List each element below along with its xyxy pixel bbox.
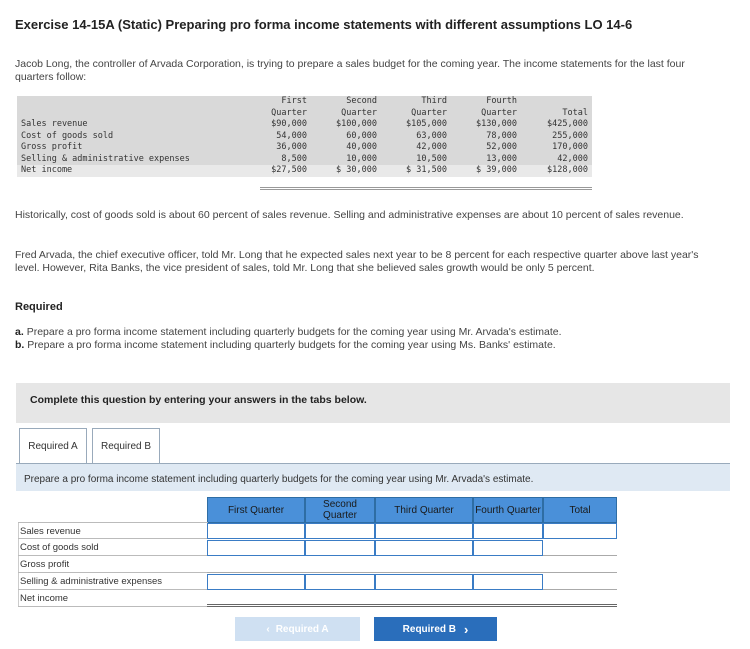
given-cell: 42,000: [416, 142, 447, 153]
prev-button-label: Required A: [275, 623, 329, 635]
sga-q2-input[interactable]: [305, 574, 375, 590]
given-cell: $100,000: [336, 119, 377, 130]
given-cell: $27,500: [271, 165, 307, 176]
given-cell: $ 31,500: [406, 165, 447, 176]
given-cell: 36,000: [276, 142, 307, 153]
given-cell: $105,000: [406, 119, 447, 130]
given-cell: 60,000: [346, 130, 377, 141]
sales-revenue-q3-input[interactable]: [375, 523, 473, 539]
sga-total-cell[interactable]: [543, 574, 617, 590]
income-statements-table: [17, 96, 592, 177]
gross-profit-q3-cell[interactable]: [375, 557, 473, 573]
sales-revenue-q2-input[interactable]: [305, 523, 375, 539]
given-cell: 8,500: [281, 153, 307, 164]
given-header-q4-line2: Quarter: [451, 108, 521, 120]
given-header-q2-line2: Quarter: [311, 108, 381, 120]
required-text: Prepare a pro forma income statement including quarterly budgets for the coming year using Ms. Banks' estimate.: [27, 339, 556, 351]
required-list: [15, 326, 562, 352]
given-cell: 42,000: [557, 153, 588, 164]
given-cell: 78,000: [486, 130, 517, 141]
given-header-q3-line2: Quarter: [381, 108, 451, 120]
given-cell: $90,000: [271, 119, 307, 130]
intro-paragraph: Jacob Long, the controller of Arvada Corporation, is trying to prepare a sales budget for the coming year. The income statements for the last four quarters follow:: [15, 58, 685, 83]
exercise-title: Exercise 14-15A (Static) Preparing pro forma income statements with different assumptions LO 14-6: [15, 17, 633, 32]
answer-row-label: Gross profit: [18, 556, 208, 573]
gross-profit-q4-cell[interactable]: [473, 557, 543, 573]
given-header-q1-line1: First: [249, 96, 311, 108]
given-cell: $425,000: [547, 119, 588, 130]
required-heading: Required: [15, 301, 63, 313]
answer-header-total: Total: [543, 497, 617, 523]
required-item-a: [15, 326, 562, 339]
given-row-label: Net income: [21, 165, 73, 176]
answer-header-q1: First Quarter: [207, 497, 305, 523]
sga-q4-input[interactable]: [473, 574, 543, 590]
answer-row-label: Sales revenue: [18, 522, 208, 539]
cogs-q4-input[interactable]: [473, 540, 543, 556]
table-double-underline: [260, 186, 592, 190]
given-header-total-line2: Total: [521, 108, 592, 120]
given-cell: 40,000: [346, 142, 377, 153]
given-header-q1-line2: Quarter: [249, 108, 311, 120]
next-button-label: Required B: [402, 623, 456, 635]
given-cell: 63,000: [416, 130, 447, 141]
answer-header-q4: Fourth Quarter: [473, 497, 543, 523]
gross-profit-total-cell[interactable]: [543, 557, 617, 573]
given-cell: 13,000: [486, 153, 517, 164]
given-cell: $ 30,000: [336, 165, 377, 176]
sales-revenue-q1-input[interactable]: [207, 523, 305, 539]
given-cell: 10,500: [416, 153, 447, 164]
given-cell: 54,000: [276, 130, 307, 141]
given-header-q3-line1: Third: [381, 96, 451, 108]
answer-header-q3: Third Quarter: [375, 497, 473, 523]
required-text: Prepare a pro forma income statement including quarterly budgets for the coming year using Mr. Arvada's estimate.: [26, 326, 562, 338]
fred-paragraph: Fred Arvada, the chief executive officer, told Mr. Long that he expected sales next year to be 8 percent for each respective quarter above last year's level. However, Rita Banks, the vice president of sales, told Mr. Long that she believed sales growth would be only 5 percent.: [15, 249, 699, 274]
next-required-b-button[interactable]: [374, 617, 497, 641]
given-cell: $130,000: [476, 119, 517, 130]
cogs-q2-input[interactable]: [305, 540, 375, 556]
answer-row-label: Net income: [18, 590, 208, 607]
sales-revenue-q4-input[interactable]: [473, 523, 543, 539]
prev-required-a-button[interactable]: [235, 617, 360, 641]
given-cell: 52,000: [486, 142, 517, 153]
given-row-label: Cost of goods sold: [21, 130, 114, 141]
cogs-total-cell[interactable]: [543, 540, 617, 556]
gross-profit-q2-cell[interactable]: [305, 557, 375, 573]
given-row-label: Sales revenue: [21, 119, 88, 130]
instruction-banner: [16, 383, 730, 423]
required-letter: b.: [15, 339, 25, 351]
tab-required-b[interactable]: Required B: [92, 428, 160, 464]
cogs-q3-input[interactable]: [375, 540, 473, 556]
sga-q3-input[interactable]: [375, 574, 473, 590]
required-item-b: [15, 339, 562, 352]
instruction-text: Complete this question by entering your answers in the tabs below.: [30, 394, 367, 406]
history-paragraph: Historically, cost of goods sold is about 60 percent of sales revenue. Selling and administrative expenses are about 10 percent of sales revenue.: [15, 209, 684, 221]
prompt-bar: [16, 463, 730, 491]
chevron-right-icon: ›: [464, 621, 469, 637]
net-income-double-underline: [207, 604, 617, 607]
sga-q1-input[interactable]: [207, 574, 305, 590]
given-row-label: Selling & administrative expenses: [21, 153, 190, 164]
given-header-q2-line1: Second: [311, 96, 381, 108]
given-cell: 255,000: [552, 130, 588, 141]
answer-row-label: Cost of goods sold: [18, 539, 208, 556]
given-cell: 170,000: [552, 142, 588, 153]
answer-row-label: Selling & administrative expenses: [18, 573, 208, 590]
given-cell: 10,000: [346, 153, 377, 164]
given-cell: $ 39,000: [476, 165, 517, 176]
sales-revenue-total-input[interactable]: [543, 523, 617, 539]
answer-header-q2: Second Quarter: [305, 497, 375, 523]
gross-profit-q1-cell[interactable]: [207, 557, 305, 573]
cogs-q1-input[interactable]: [207, 540, 305, 556]
tab-required-a[interactable]: Required A: [19, 428, 87, 464]
required-letter: a.: [15, 326, 24, 338]
given-row-label: Gross profit: [21, 142, 83, 153]
prompt-text: Prepare a pro forma income statement including quarterly budgets for the coming year using Mr. Arvada's estimate.: [24, 474, 534, 485]
given-cell: $128,000: [547, 165, 588, 176]
given-header-q4-line1: Fourth: [451, 96, 521, 108]
given-header-total-line1: [521, 96, 592, 108]
chevron-left-icon: ‹: [266, 623, 270, 635]
